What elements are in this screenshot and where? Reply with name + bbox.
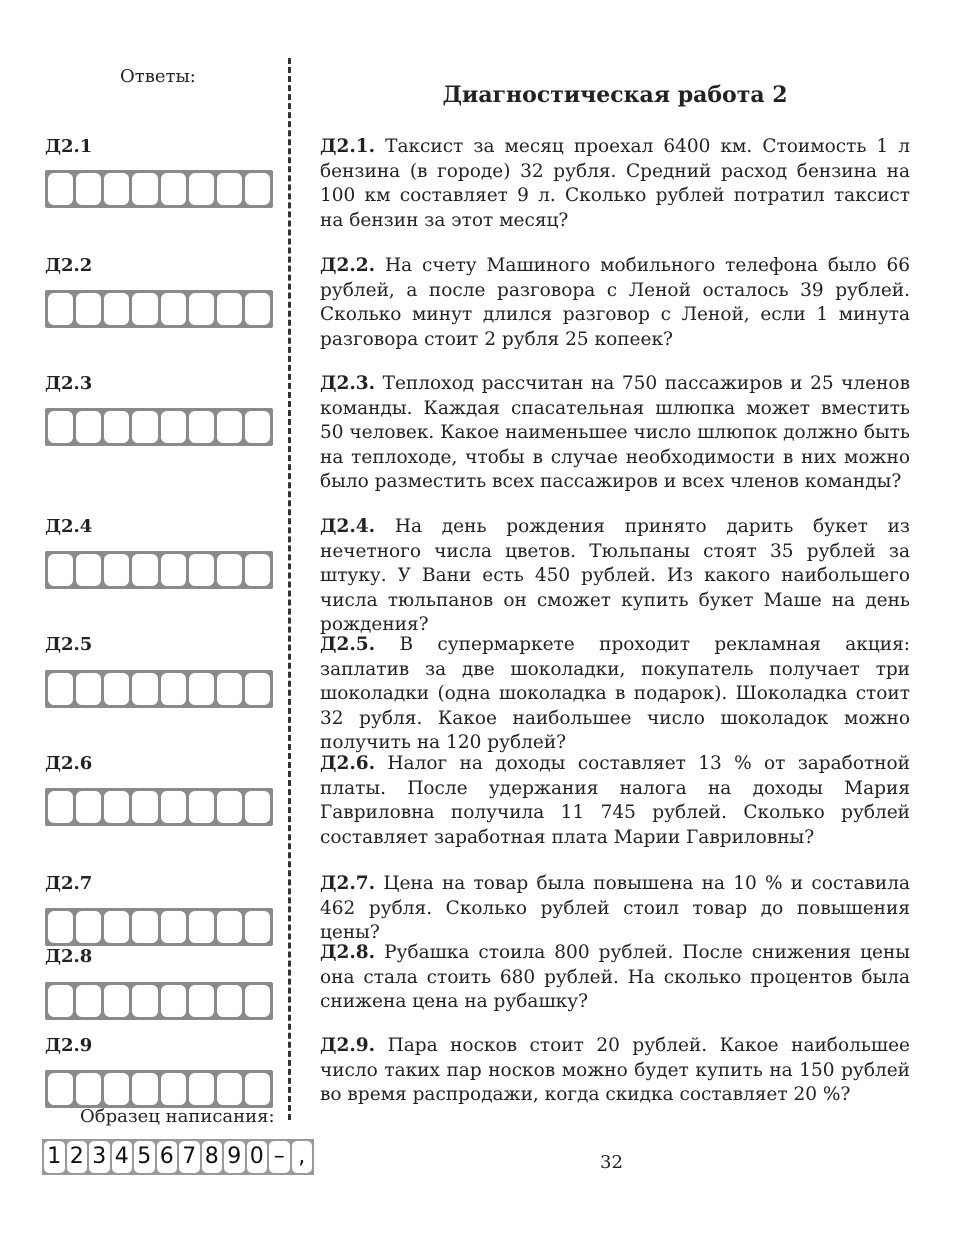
answer-cell[interactable] bbox=[189, 911, 214, 943]
answer-cell[interactable] bbox=[189, 985, 214, 1017]
sample-cell: 9 bbox=[224, 1141, 245, 1173]
answer-cell[interactable] bbox=[189, 411, 214, 443]
answer-box[interactable] bbox=[45, 982, 273, 1020]
answer-cell[interactable] bbox=[76, 1073, 101, 1105]
answer-cell[interactable] bbox=[48, 1073, 73, 1105]
answer-label: Д2.8 bbox=[45, 946, 93, 967]
answer-cell[interactable] bbox=[132, 1073, 157, 1105]
sample-cell: – bbox=[269, 1141, 290, 1173]
page-title: Диагностическая работа 2 bbox=[442, 82, 788, 108]
answer-label: Д2.5 bbox=[45, 634, 93, 655]
answer-cell[interactable] bbox=[132, 411, 157, 443]
sample-writing bbox=[42, 1139, 314, 1175]
task-text bbox=[320, 515, 910, 638]
answer-cell[interactable] bbox=[245, 673, 270, 705]
answer-cell[interactable] bbox=[217, 411, 242, 443]
answer-cell[interactable] bbox=[104, 791, 129, 823]
answer-cell[interactable] bbox=[189, 673, 214, 705]
answer-cell[interactable] bbox=[132, 985, 157, 1017]
answer-cell[interactable] bbox=[189, 1073, 214, 1105]
answer-cell[interactable] bbox=[217, 985, 242, 1017]
answer-cell[interactable] bbox=[104, 411, 129, 443]
answer-box[interactable] bbox=[45, 908, 273, 946]
task-number: Д2.1. bbox=[320, 136, 376, 157]
answer-cell[interactable] bbox=[132, 293, 157, 325]
answer-cell[interactable] bbox=[245, 411, 270, 443]
answer-cell[interactable] bbox=[245, 173, 270, 205]
answer-box[interactable] bbox=[45, 1070, 273, 1108]
answer-cell[interactable] bbox=[132, 911, 157, 943]
answer-cell[interactable] bbox=[48, 173, 73, 205]
task-text bbox=[320, 254, 910, 352]
answer-cell[interactable] bbox=[48, 293, 73, 325]
sample-cell: 3 bbox=[89, 1141, 110, 1173]
answer-cell[interactable] bbox=[104, 293, 129, 325]
answer-box[interactable] bbox=[45, 408, 273, 446]
answer-cell[interactable] bbox=[76, 791, 101, 823]
task-body: Цена на товар была повышена на 10 % и составила 462 рубля. Сколько рублей стоил товар до повышения цены? bbox=[320, 873, 910, 943]
task-body: Налог на доходы составляет 13 % от заработной платы. После удержания налога на доходы Мария Гавриловна получила 11 745 рублей. Сколько рублей составляет заработная плата Марии Гавриловны? bbox=[320, 753, 910, 848]
task-body: В супермаркете проходит рекламная акция: заплатив за две шоколадки, покупатель получает три шоколадки (одна шоколадка в подарок). Шоколадка стоит 32 рубля. Какое наибольшее число шоколадок можно получить на 120 рублей? bbox=[320, 634, 910, 753]
task-number: Д2.5. bbox=[320, 634, 376, 655]
sample-cell: 5 bbox=[134, 1141, 155, 1173]
task-text bbox=[320, 1034, 910, 1108]
answer-cell[interactable] bbox=[161, 411, 186, 443]
answer-cell[interactable] bbox=[132, 673, 157, 705]
sample-cell: 2 bbox=[67, 1141, 88, 1173]
answer-label: Д2.9 bbox=[45, 1035, 93, 1056]
task-body: Теплоход рассчитан на 750 пассажиров и 25 членов команды. Каждая спасательная шлюпка может вместить 50 человек. Какое наименьшее число шлюпок должно быть на теплоходе, чтобы в случае необходимости в них можно было разместить всех пассажиров и всех членов команды? bbox=[320, 373, 910, 492]
task-number: Д2.4. bbox=[320, 516, 376, 537]
answer-cell[interactable] bbox=[217, 293, 242, 325]
sample-cell: 1 bbox=[44, 1141, 65, 1173]
task-body: Таксист за месяц проехал 6400 км. Стоимость 1 л бензина (в городе) 32 рубля. Средний расход бензина на 100 км составляет 9 л. Сколько рублей потратил таксист на бензин за этот месяц? bbox=[320, 136, 910, 231]
answer-cell[interactable] bbox=[48, 411, 73, 443]
answer-cell[interactable] bbox=[104, 673, 129, 705]
task-number: Д2.9. bbox=[320, 1035, 376, 1056]
answer-box[interactable] bbox=[45, 670, 273, 708]
task-text bbox=[320, 135, 910, 233]
answer-cell[interactable] bbox=[189, 173, 214, 205]
task-body: Пара носков стоит 20 рублей. Какое наибольшее число таких пар носков можно будет купить на 150 рублей во время распродажи, когда скидка составляет 20 %? bbox=[320, 1035, 910, 1105]
answer-cell[interactable] bbox=[245, 1073, 270, 1105]
answer-cell[interactable] bbox=[132, 173, 157, 205]
answer-cell[interactable] bbox=[132, 791, 157, 823]
answer-cell[interactable] bbox=[104, 173, 129, 205]
answer-cell[interactable] bbox=[217, 911, 242, 943]
answer-cell[interactable] bbox=[189, 554, 214, 586]
answer-cell[interactable] bbox=[76, 173, 101, 205]
answer-cell[interactable] bbox=[104, 1073, 129, 1105]
answer-cell[interactable] bbox=[245, 554, 270, 586]
answer-cell[interactable] bbox=[76, 673, 101, 705]
answer-label: Д2.7 bbox=[45, 873, 93, 894]
answer-cell[interactable] bbox=[161, 985, 186, 1017]
answer-cell[interactable] bbox=[76, 293, 101, 325]
answer-cell[interactable] bbox=[161, 554, 186, 586]
sample-cell: 0 bbox=[247, 1141, 268, 1173]
answer-cell[interactable] bbox=[104, 554, 129, 586]
answer-label: Д2.3 bbox=[45, 373, 93, 394]
answer-cell[interactable] bbox=[161, 791, 186, 823]
task-text bbox=[320, 941, 910, 1015]
answer-cell[interactable] bbox=[245, 293, 270, 325]
answer-cell[interactable] bbox=[48, 985, 73, 1017]
answer-box[interactable] bbox=[45, 290, 273, 328]
task-number: Д2.8. bbox=[320, 942, 376, 963]
answer-cell[interactable] bbox=[161, 293, 186, 325]
answer-cell[interactable] bbox=[132, 554, 157, 586]
answer-box[interactable] bbox=[45, 170, 273, 208]
answer-cell[interactable] bbox=[161, 911, 186, 943]
answer-cell[interactable] bbox=[217, 791, 242, 823]
task-number: Д2.7. bbox=[320, 873, 376, 894]
answer-cell[interactable] bbox=[48, 911, 73, 943]
task-number: Д2.3. bbox=[320, 373, 376, 394]
task-body: На счету Машиного мобильного телефона было 66 рублей, а после разговора с Леной осталось 39 рублей. Сколько минут длился разговор с Леной, если 1 минута разговора стоит 2 рубля 25 копеек? bbox=[320, 255, 910, 350]
sample-cell: 8 bbox=[202, 1141, 223, 1173]
answer-cell[interactable] bbox=[161, 1073, 186, 1105]
answer-label: Д2.6 bbox=[45, 753, 93, 774]
page-number: 32 bbox=[600, 1152, 623, 1173]
task-number: Д2.6. bbox=[320, 753, 376, 774]
task-text bbox=[320, 872, 910, 946]
answer-label: Д2.2 bbox=[45, 255, 93, 276]
answers-title: Ответы: bbox=[120, 66, 196, 87]
answer-cell[interactable] bbox=[161, 173, 186, 205]
answer-cell[interactable] bbox=[161, 673, 186, 705]
answer-cell[interactable] bbox=[76, 911, 101, 943]
answer-cell[interactable] bbox=[76, 985, 101, 1017]
answer-cell[interactable] bbox=[48, 791, 73, 823]
sample-cell: 6 bbox=[157, 1141, 178, 1173]
answer-cell[interactable] bbox=[245, 791, 270, 823]
sample-label: Образец написания: bbox=[80, 1106, 275, 1127]
answer-cell[interactable] bbox=[104, 985, 129, 1017]
sample-cell: , bbox=[292, 1141, 313, 1173]
answer-cell[interactable] bbox=[217, 173, 242, 205]
answer-cell[interactable] bbox=[189, 293, 214, 325]
sample-cell: 7 bbox=[179, 1141, 200, 1173]
answer-cell[interactable] bbox=[217, 554, 242, 586]
answer-cell[interactable] bbox=[189, 791, 214, 823]
answer-cell[interactable] bbox=[245, 911, 270, 943]
answer-box[interactable] bbox=[45, 788, 273, 826]
task-text bbox=[320, 633, 910, 756]
answer-cell[interactable] bbox=[48, 673, 73, 705]
answer-cell[interactable] bbox=[48, 554, 73, 586]
sample-cell: 4 bbox=[112, 1141, 133, 1173]
answer-cell[interactable] bbox=[217, 673, 242, 705]
answer-cell[interactable] bbox=[217, 1073, 242, 1105]
answer-label: Д2.1 bbox=[45, 136, 93, 157]
answer-cell[interactable] bbox=[76, 411, 101, 443]
answer-cell[interactable] bbox=[104, 911, 129, 943]
task-text bbox=[320, 372, 910, 495]
answer-label: Д2.4 bbox=[45, 516, 93, 537]
task-number: Д2.2. bbox=[320, 255, 376, 276]
task-body: Рубашка стоила 800 рублей. После снижения цены она стала стоить 680 рублей. На сколько процентов была снижена цена на рубашку? bbox=[320, 942, 911, 1012]
answer-cell[interactable] bbox=[245, 985, 270, 1017]
dashed-divider bbox=[288, 58, 291, 1120]
task-text bbox=[320, 752, 910, 850]
answer-cell[interactable] bbox=[76, 554, 101, 586]
task-body: На день рождения принято дарить букет из нечетного числа цветов. Тюльпаны стоят 35 рублей за штуку. У Вани есть 450 рублей. Из какого наибольшего числа тюльпанов он сможет купить букет Маше на день рождения? bbox=[320, 516, 910, 635]
answer-box[interactable] bbox=[45, 551, 273, 589]
